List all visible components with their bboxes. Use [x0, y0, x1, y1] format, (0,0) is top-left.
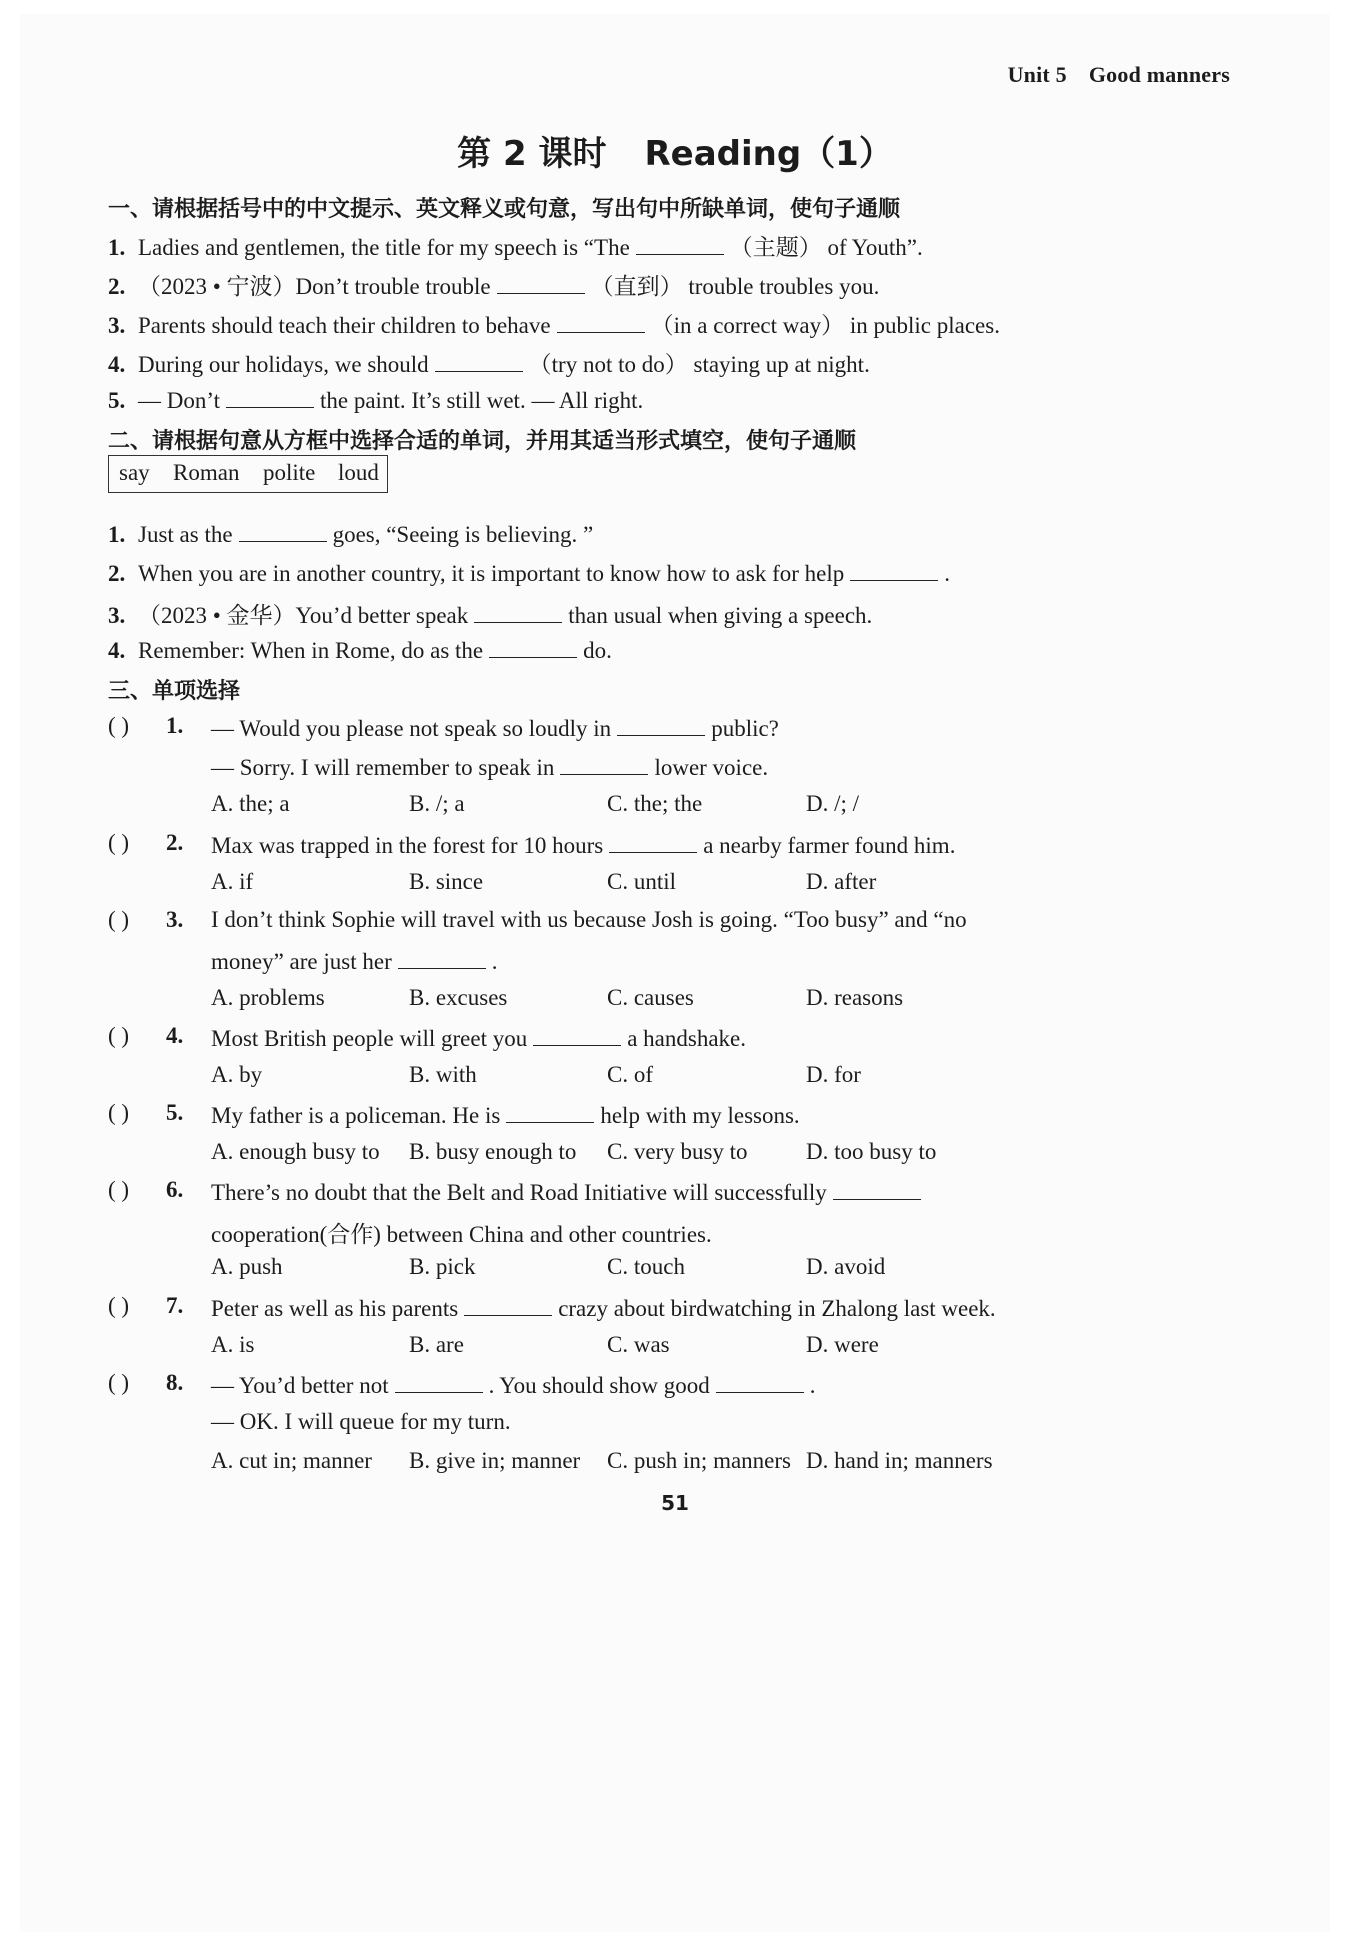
option-a[interactable]: A. problems: [211, 985, 325, 1010]
question-text: [211, 1023, 746, 1052]
answer-blank[interactable]: [474, 600, 562, 623]
question-line-end: .: [809, 1373, 816, 1398]
item-text: （2023 • 金华）You’d better speak: [138, 603, 469, 628]
question-line-mid: . You should show good: [488, 1373, 710, 1398]
item-text: — Don’t: [138, 388, 220, 413]
item-number: 3.: [108, 603, 126, 628]
option-a[interactable]: A. if: [211, 869, 254, 894]
answer-parentheses[interactable]: ( ): [108, 907, 130, 932]
section-heading-1: 一、请根据括号中的中文提示、英文释义或句意，写出句中所缺单词，使句子通顺: [108, 197, 901, 222]
question-text: [211, 830, 955, 859]
option-b[interactable]: B. since: [409, 869, 484, 894]
answer-blank[interactable]: [398, 946, 486, 969]
answer-blank[interactable]: [395, 1370, 483, 1393]
question-text: [211, 1293, 996, 1322]
question-text: [211, 713, 779, 742]
fill-item: [108, 519, 593, 548]
answer-parentheses[interactable]: ( ): [108, 830, 130, 855]
option-a[interactable]: A. the; a: [211, 791, 290, 816]
question-line: money” are just her: [211, 949, 392, 974]
fill-item: [108, 385, 643, 414]
answer-parentheses[interactable]: ( ): [108, 713, 130, 738]
option-a[interactable]: A. cut in; manner: [211, 1448, 372, 1473]
question-number: 6.: [166, 1177, 184, 1202]
item-text-end: goes, “Seeing is believing. ”: [332, 522, 594, 547]
worksheet-page: [20, 14, 1330, 1932]
item-text: Remember: When in Rome, do as the: [138, 638, 484, 663]
item-number: 1.: [108, 235, 126, 260]
option-b[interactable]: B. give in; manner: [409, 1448, 581, 1473]
question-line: — You’d better not: [211, 1373, 389, 1398]
answer-parentheses[interactable]: ( ): [108, 1023, 130, 1048]
item-number: 1.: [108, 522, 126, 547]
answer-parentheses[interactable]: ( ): [108, 1370, 130, 1395]
item-text-end: .: [944, 561, 950, 586]
option-b[interactable]: B. excuses: [409, 985, 508, 1010]
fill-item: [108, 268, 879, 301]
question-text: [211, 752, 768, 781]
question-number: 3.: [166, 907, 184, 932]
answer-blank[interactable]: [833, 1177, 921, 1200]
option-d[interactable]: D. avoid: [806, 1254, 886, 1279]
item-number: 3.: [108, 313, 126, 338]
answer-blank[interactable]: [850, 558, 938, 581]
item-text-end: （try not to do） staying up at night.: [528, 352, 870, 377]
fill-item: [108, 558, 950, 587]
answer-blank[interactable]: [464, 1293, 552, 1316]
question-line-end: public?: [711, 716, 779, 741]
word-option: Roman: [173, 460, 240, 485]
item-text-end: the paint. It’s still wet. — All right.: [320, 388, 644, 413]
question-text: — OK. I will queue for my turn.: [211, 1409, 511, 1434]
answer-blank[interactable]: [497, 271, 585, 294]
question-line-end: .: [491, 949, 498, 974]
word-option: polite: [263, 460, 316, 485]
question-number: 7.: [166, 1293, 184, 1318]
question-text: [211, 1370, 815, 1399]
answer-blank[interactable]: [489, 635, 577, 658]
option-c[interactable]: C. the; the: [607, 791, 703, 816]
item-text: When you are in another country, it is important to know how to ask for help: [138, 561, 845, 586]
fill-item: [108, 346, 870, 379]
answer-blank[interactable]: [533, 1023, 621, 1046]
option-c[interactable]: C. was: [607, 1332, 670, 1357]
answer-blank[interactable]: [506, 1100, 594, 1123]
unit-label: Unit 5: [1007, 62, 1067, 87]
option-d[interactable]: D. reasons: [806, 985, 904, 1010]
option-b[interactable]: B. /; a: [409, 791, 465, 816]
item-text-end: do.: [583, 638, 612, 663]
item-text: Parents should teach their children to behave: [138, 313, 551, 338]
question-line: — Sorry. I will remember to speak in: [211, 755, 555, 780]
item-text: During our holidays, we should: [138, 352, 429, 377]
question-number: 4.: [166, 1023, 184, 1048]
answer-blank[interactable]: [716, 1370, 804, 1393]
answer-blank[interactable]: [560, 752, 648, 775]
question-line: My father is a policeman. He is: [211, 1103, 501, 1128]
item-text: （2023 • 宁波）Don’t trouble trouble: [138, 274, 491, 299]
question-text: [211, 946, 497, 975]
question-line-end: help with my lessons.: [600, 1103, 800, 1128]
question-number: 5.: [166, 1100, 184, 1125]
option-b[interactable]: B. pick: [409, 1254, 476, 1279]
answer-parentheses[interactable]: ( ): [108, 1293, 130, 1318]
option-c[interactable]: C. very busy to: [607, 1139, 748, 1164]
question-text: [211, 1177, 927, 1206]
item-text-end: （主题） of Youth”.: [729, 235, 923, 260]
question-line: There’s no doubt that the Belt and Road Initiative will successfully: [211, 1180, 827, 1205]
option-b[interactable]: B. are: [409, 1332, 464, 1357]
question-line-end: a handshake.: [627, 1026, 747, 1051]
option-a[interactable]: A. by: [211, 1062, 263, 1087]
answer-parentheses[interactable]: ( ): [108, 1100, 130, 1125]
item-text-end: （in a correct way） in public places.: [650, 313, 1000, 338]
item-number: 2.: [108, 274, 126, 299]
option-a[interactable]: A. push: [211, 1254, 283, 1279]
word-box: [108, 455, 388, 493]
option-d[interactable]: D. too busy to: [806, 1139, 937, 1164]
option-a[interactable]: A. enough busy to: [211, 1139, 380, 1164]
option-d[interactable]: D. for: [806, 1062, 861, 1087]
answer-blank[interactable]: [435, 349, 523, 372]
answer-blank[interactable]: [636, 232, 724, 255]
fill-item: [108, 307, 1000, 340]
item-text-end: than usual when giving a speech.: [568, 603, 873, 628]
option-c[interactable]: C. of: [607, 1062, 653, 1087]
item-number: 4.: [108, 638, 126, 663]
lesson-number: 第 2 课时: [457, 134, 607, 174]
answer-blank[interactable]: [239, 519, 327, 542]
fill-item: [108, 635, 612, 664]
question-line-end: a nearby farmer found him.: [703, 833, 956, 858]
option-a[interactable]: A. is: [211, 1332, 255, 1357]
option-c[interactable]: C. push in; manners: [607, 1448, 791, 1473]
question-line-end: lower voice.: [654, 755, 769, 780]
lesson-name: Reading（1）: [644, 134, 893, 174]
answer-parentheses[interactable]: ( ): [108, 1177, 130, 1202]
item-text: Ladies and gentlemen, the title for my speech is “The: [138, 235, 630, 260]
option-b[interactable]: B. busy enough to: [409, 1139, 577, 1164]
question-number: 8.: [166, 1370, 184, 1395]
item-number: 4.: [108, 352, 126, 377]
item-number: 5.: [108, 388, 126, 413]
item-number: 2.: [108, 561, 126, 586]
question-line: Most British people will greet you: [211, 1026, 528, 1051]
question-text: [211, 1100, 800, 1129]
answer-blank[interactable]: [609, 830, 697, 853]
section-heading-3: 三、单项选择: [108, 679, 241, 704]
answer-blank[interactable]: [226, 385, 314, 408]
option-c[interactable]: C. until: [607, 869, 677, 894]
unit-topic: Good manners: [1088, 62, 1230, 87]
page-number: 51: [661, 1491, 689, 1515]
answer-blank[interactable]: [617, 713, 705, 736]
running-header: [1008, 62, 1230, 88]
option-c[interactable]: C. causes: [607, 985, 694, 1010]
item-text: Just as the: [138, 522, 233, 547]
section-heading-2: 二、请根据句意从方框中选择合适的单词，并用其适当形式填空，使句子通顺: [108, 429, 857, 454]
question-number: 2.: [166, 830, 184, 855]
question-text: cooperation(合作) between China and other countries.: [211, 1222, 712, 1247]
item-text-end: （直到） trouble troubles you.: [590, 274, 880, 299]
question-line: Max was trapped in the forest for 10 hours: [211, 833, 604, 858]
option-d[interactable]: D. after: [806, 869, 877, 894]
option-c[interactable]: C. touch: [607, 1254, 685, 1279]
option-d[interactable]: D. were: [806, 1332, 879, 1357]
question-text: I don’t think Sophie will travel with us because Josh is going. “Too busy” and “no: [211, 907, 967, 932]
option-b[interactable]: B. with: [409, 1062, 477, 1087]
answer-blank[interactable]: [557, 310, 645, 333]
word-option: loud: [338, 460, 379, 485]
option-d[interactable]: D. hand in; manners: [806, 1448, 993, 1473]
question-line: — Would you please not speak so loudly in: [211, 716, 612, 741]
page-title: [20, 126, 1330, 175]
question-number: 1.: [166, 713, 184, 738]
question-line: Peter as well as his parents: [211, 1296, 459, 1321]
word-option: say: [119, 460, 150, 485]
fill-item: [108, 597, 872, 630]
question-line-end: crazy about birdwatching in Zhalong last week.: [558, 1296, 996, 1321]
fill-item: [108, 229, 923, 262]
option-d[interactable]: D. /; /: [806, 791, 860, 816]
